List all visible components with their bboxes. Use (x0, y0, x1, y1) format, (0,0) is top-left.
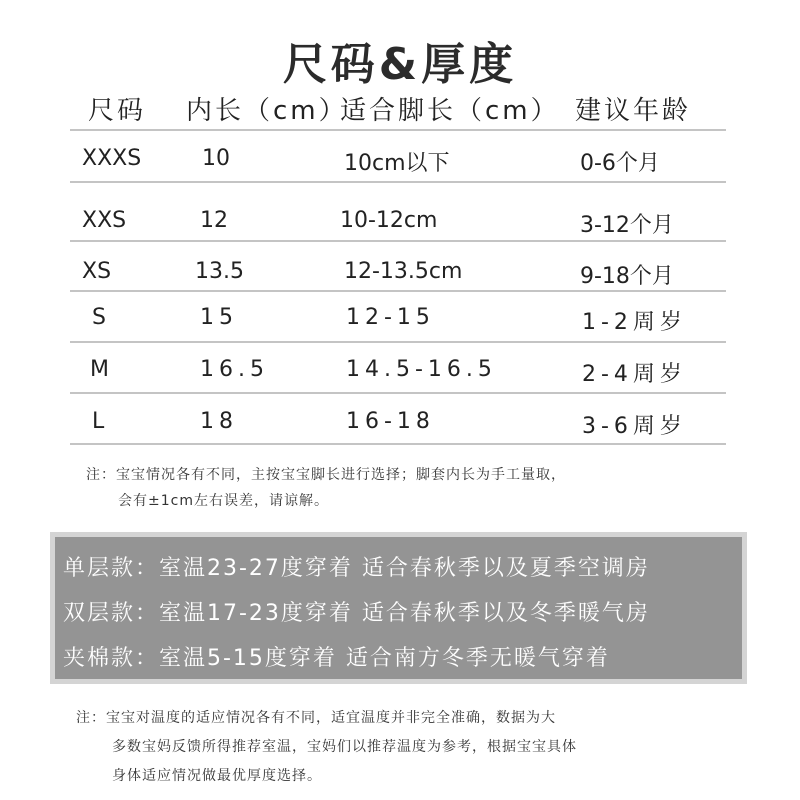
table-divider (70, 181, 726, 183)
cell-size: S (92, 305, 111, 330)
cell-age: 3-6周岁 (582, 414, 687, 439)
table-divider (70, 240, 726, 242)
cell-foot-length: 14.5-16.5 (346, 357, 497, 382)
cell-foot-length: 10cm以下 (344, 151, 450, 176)
size-note-line: 会有±1cm左右误差，请谅解。 (118, 493, 329, 509)
size-note (86, 462, 566, 514)
temperature-note-line: 身体适应情况做最优厚度选择。 (112, 768, 322, 784)
cell-age: 1-2周岁 (582, 310, 687, 335)
size-note-line: 注：宝宝情况各有不同，主按宝宝脚长进行选择；脚套内长为手工量取， (86, 467, 566, 483)
table-divider (70, 392, 726, 394)
thickness-single-layer: 单层款：室温23-27度穿着 适合春秋季以及夏季空调房 (63, 556, 650, 581)
page-title: 尺码&厚度 (282, 39, 518, 90)
cell-inner-length: 16.5 (200, 357, 269, 382)
cell-inner-length: 10 (202, 146, 230, 171)
temperature-note-line: 注：宝宝对温度的适应情况各有不同，适宜温度并非完全准确，数据为大 (76, 710, 556, 726)
header-inner-length: 内长（cm） (186, 96, 348, 126)
table-divider (70, 443, 726, 445)
cell-size: XXS (82, 208, 127, 233)
thickness-double-layer: 双层款：室温17-23度穿着 适合春秋季以及冬季暖气房 (63, 601, 650, 626)
cell-size: XS (82, 259, 112, 284)
table-divider (70, 290, 726, 292)
thickness-padded: 夹棉款：室温5-15度穿着 适合南方冬季无暖气穿着 (63, 646, 610, 671)
cell-foot-length: 12-13.5cm (344, 259, 463, 284)
cell-foot-length: 16-18 (346, 409, 435, 434)
cell-size: XXXS (82, 146, 142, 171)
cell-size: L (92, 409, 110, 434)
temperature-note (76, 704, 577, 791)
cell-inner-length: 13.5 (195, 259, 244, 284)
header-age: 建议年龄 (575, 96, 692, 126)
cell-inner-length: 12 (200, 208, 228, 233)
table-divider (70, 341, 726, 343)
cell-age: 9-18个月 (580, 264, 674, 289)
cell-inner-length: 18 (200, 409, 238, 434)
cell-age: 0-6个月 (580, 151, 660, 176)
header-size: 尺码 (88, 96, 147, 126)
cell-inner-length: 15 (200, 305, 238, 330)
temperature-note-line: 多数宝妈反馈所得推荐室温，宝妈们以推荐温度为参考，根据宝宝具体 (112, 739, 577, 755)
cell-foot-length: 12-15 (346, 305, 435, 330)
cell-size: M (90, 357, 114, 382)
cell-foot-length: 10-12cm (340, 208, 438, 233)
thickness-panel (50, 532, 747, 684)
header-foot-length: 适合脚长（cm） (340, 96, 560, 126)
cell-age: 3-12个月 (580, 213, 674, 238)
cell-age: 2-4周岁 (582, 362, 687, 387)
table-divider (70, 129, 726, 131)
